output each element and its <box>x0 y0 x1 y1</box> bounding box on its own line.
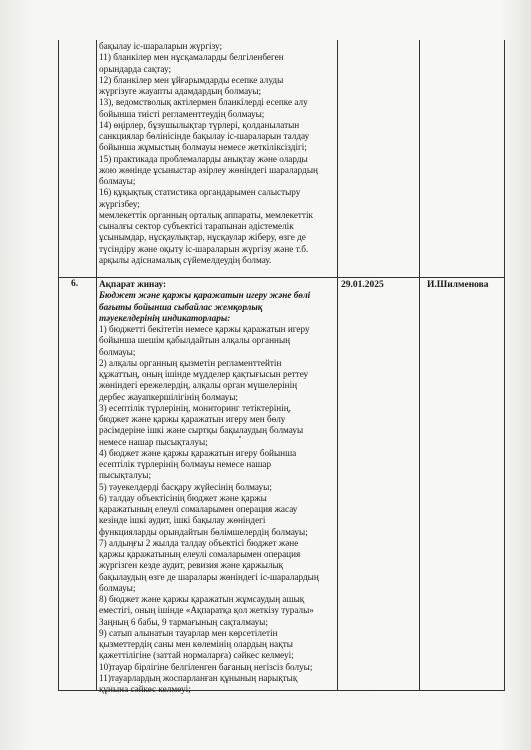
text-line: немесе нашар пысықталуы; <box>99 436 208 447</box>
text-line: бойынша тиісті регламенттеудің болмауы; <box>99 108 265 119</box>
text-line: ұсынымдар, нұсқаулықтар, нұсқаулар жіберу, өзге де <box>99 232 306 243</box>
text-line: жүргізуге жауапты адамдардың болмауы; <box>99 86 262 96</box>
column-divider <box>337 40 338 690</box>
section-heading: Ақпарат жинау: <box>99 279 166 289</box>
text-line: қаржы қаражатының елеулі сомаларымен операция <box>99 549 301 559</box>
text-line: бойынша шешім қабылдайтын алқалы органның <box>99 335 291 346</box>
text-line: санкциялар бөлінісінде бақылау іс-шараларын талдау <box>99 131 310 141</box>
text-line: рәсімдеріне ішкі және сыртқы бақылаудың болмауы <box>99 425 304 436</box>
text-line: жою жөнінде ұсыныстар әзірлеу жөніндегі шаралардың <box>99 164 318 175</box>
text-line: мемлекеттік органның орталық аппараты, мемлекеттік <box>99 209 313 220</box>
text-line: болмауы; <box>99 346 136 357</box>
text-line: 13), ведомстволық актілермен бланкілерді есепке алу <box>99 97 308 108</box>
text-line: дербес жауапкершілігінің болмауы; <box>99 391 238 402</box>
text-line: Бюджет және қаржы қаражатын игеру және бөлі <box>99 290 311 301</box>
row-date: 29.01.2025 <box>341 280 384 290</box>
text-line: қажеттілігіне (заттай нормаларға) сәйкес келмеуі; <box>99 650 294 661</box>
text-line: 10)тауар бірлігіне белгіленген бағаның негізсіз болуы; <box>99 661 313 672</box>
text-line: 6) талдау объектісінің бюджет және қаржы <box>99 492 267 503</box>
text-line: арқылы әдіснамалық сүйемелдеудің болмау. <box>99 254 272 265</box>
text-line: 8) бюджет және қаржы қаражатын жұмсаудың ашық <box>99 594 305 604</box>
responsible-person: И.Шилменова <box>427 280 489 290</box>
text-line: бағыты бойынша сыбайлас жемқорлық <box>99 301 263 312</box>
text-line: кезінде ішкі аудит, ішкі бақылау жөніндегі <box>99 515 266 526</box>
text-line: жүргізген кезде аудит, ревизия және қаржылық <box>99 560 284 571</box>
text-line: орындарда сақтау; <box>99 63 172 74</box>
text-line: сыналғы сектор субъектісі тарапынан әдістемелік <box>99 221 294 231</box>
text-line: 5) тәуекелдерді басқару жүйесінің болмауы; <box>99 481 272 492</box>
text-line: 15) практикада проблемаларды анықтау және оларды <box>99 153 308 164</box>
section-subheading <box>99 290 335 324</box>
text-line: 4) бюджет және қаржы қаражатын игеру бойынша <box>99 447 297 458</box>
text-line: болмауы; <box>99 582 136 593</box>
section-items <box>99 324 335 695</box>
text-line: бақылау іс-шараларын жүргізу; <box>99 41 223 51</box>
text-line: тәуекелдерінің индикаторлары: <box>99 312 231 323</box>
scan-speck <box>239 436 241 438</box>
text-line: бойынша жұмыстың болмауы немесе жеткіліксіздігі; <box>99 142 307 153</box>
document-table <box>58 40 505 694</box>
row-divider <box>59 277 504 278</box>
text-line: 14) өңірлер, бұзушылықтар түрлері, қолданылатын <box>99 119 300 130</box>
text-line: құжаттың, оның ішінде мүдделер қақтығысын реттеу <box>99 369 309 379</box>
text-line: 12) бланкілер мен ұйғарымдарды есепке алуды <box>99 74 284 85</box>
row-number: 6. <box>71 279 79 289</box>
text-line: бюджет және қаржы қаражатын игеру мен бөлу <box>99 414 286 424</box>
text-line: есептілік түрлерінің болмауы немесе нашар <box>99 459 272 469</box>
section-6-text <box>99 279 335 695</box>
text-line: 7) алдыңғы 2 жылда талдау объектісі бюджет және <box>99 537 299 548</box>
section-5-text <box>99 41 335 266</box>
text-line: қаражатының елеулі сомаларымен операция жасау <box>99 504 298 514</box>
text-line: бақылаудың өзге де шаралары жөніндегі іс-шаралардың <box>99 571 319 582</box>
text-line: 9) сатып алынатын тауарлар мен көрсетілетін <box>99 627 278 638</box>
text-line: 11)тауарлардың жоспарланған құнының нарықтық <box>99 672 298 683</box>
text-line: еместігі, оның ішінде «Ақпаратқа қол жеткізу туралы» <box>99 605 314 616</box>
text-line: 1) бюджетті бекітетін немесе қаржы қаражатын игеру <box>99 324 310 334</box>
text-line: жөніндегі ережелердің, алқалы орган мүшелерінің <box>99 380 298 391</box>
text-line: 2) алқалы органның қызметін регламенттейтін <box>99 357 282 368</box>
text-line: 16) құқықтық статистика органдарымен салыстыру <box>99 187 301 198</box>
column-divider <box>419 40 420 690</box>
column-divider <box>96 40 97 690</box>
text-line: қызметтердің саны мен көлемінің олардың нақты <box>99 639 293 649</box>
text-line: болмауы; <box>99 176 136 186</box>
text-line: Заңның 6 бабы, 9 тармағының сақталмауы; <box>99 616 268 627</box>
text-line: түсіндіру және оқыту іс-шараларын жүргізу және т.б. <box>99 243 309 254</box>
text-line: функцияларды орындайтын бөлімшелердің болмауы; <box>99 526 308 537</box>
text-line: 3) есептілік түрлерінің, мониторинг тетіктерінің, <box>99 402 291 413</box>
text-line: жүргізбеу; <box>99 198 140 209</box>
text-line: құнына сәйкес келмеуі; <box>99 684 191 694</box>
text-line: пысықталуы; <box>99 470 151 481</box>
text-line: 11) бланкілер мен нұсқамаларды белгіленбеген <box>99 52 284 63</box>
